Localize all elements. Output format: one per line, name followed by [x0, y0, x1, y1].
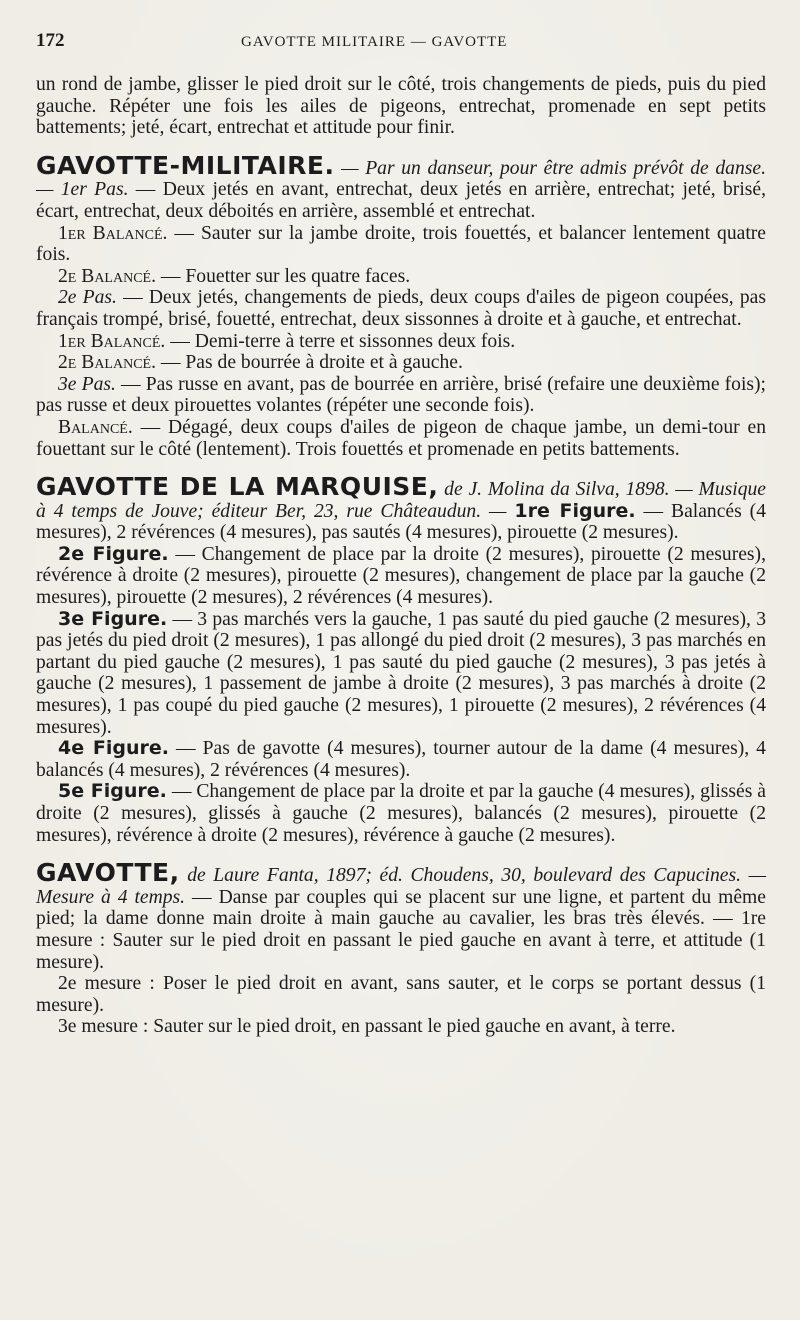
continuation-paragraph: un rond de jambe, glisser le pied droit sur le côté, trois changements de pieds, puis du pied gauche. Répéter une fois les ailes de pigeons, entrechat, promenade en sept petits battements; jeté, écart, entrechat et attitude pour finir. [36, 74, 766, 139]
figure-4 [36, 738, 766, 781]
balance-1-text: — Sauter sur la jambe droite, trois fouettés, et balancer lentement quatre fois. [36, 222, 766, 266]
figure-5-label: 5e Figure. [58, 780, 167, 803]
figure-5-text: — Changement de place par la droite et par la gauche (4 mesures), glissés à droite (2 mesures), glissés à gauche (2 mesures), balancés (2 mesures), pirouette (2 mesures), révérence à droite (2 mesures), révérence à gauche (2 mesures). [36, 781, 766, 846]
figure-1-label: 1re Figure. [514, 499, 636, 522]
figure-1-text: — Balancés (4 mesures), 2 révérences (4 mesures), pas sautés (4 mesures), pirouette (2 mesures). [36, 500, 766, 544]
balance-1 [36, 223, 766, 266]
gavotte-fanta-intro [36, 858, 767, 973]
balance-1-label: 1er Balancé. [58, 222, 168, 244]
balance-3 [36, 331, 766, 353]
pas-3-text: — Pas russe en avant, pas de bourrée en arrière, brisé (refaire une deuxième fois); pas russe et deux pirouettes volantes (répéter une seconde fois). [36, 373, 767, 417]
figure-4-label: 4e Figure. [58, 737, 169, 760]
figure-3 [36, 609, 766, 739]
mesure-2: 2e mesure : Poser le pied droit en avant, sans sauter, et le corps se portant dessus (1 mesure). [36, 973, 766, 1016]
figure-4-text: — Pas de gavotte (4 mesures), tourner autour de la dame (4 mesures), 4 balancés (4 mesures), 2 révérences (4 mesures). [36, 738, 766, 781]
running-title: GAVOTTE MILITAIRE — GAVOTTE [241, 34, 508, 50]
balance-5 [36, 417, 766, 460]
pas-2-label: 2e Pas. [58, 287, 117, 309]
section-title-gavotte-militaire: GAVOTTE-MILITAIRE. [36, 150, 335, 180]
balance-5-label: Balancé. [58, 416, 133, 438]
figure-3-text: — 3 pas marchés vers la gauche, 1 pas sauté du pied gauche (2 mesures), 3 pas jetés du pied droit (2 mesures), 1 pas allongé du pied droit (2 mesures), 3 pas marchés en partant du pied gauche (2 mesures), 1 pas sauté du pied gauche (2 mesures), 3 pas jetés à gauche (2 mesures), 1 passement de jambe à droite (2 mesures), 3 pas marchés à droite (2 mesures), 1 pas coupé du pied gauche (2 mesures), 1 pirouette (2 mesures), 2 révérences (4 mesures). [36, 608, 766, 738]
pas-3 [36, 374, 766, 417]
balance-2-label: 2e Balancé. [58, 265, 156, 287]
gavotte-fanta-description: — Danse par couples qui se placent sur une ligne, et partent du même pied; la dame donne main droite à main gauche au cavalier, les bras très élevés. — 1re mesure : Sauter sur le pied droit en passant le pied gauche en avant à terre, et attitude (1 mesure). [36, 886, 766, 973]
balance-3-text: — Demi-terre à terre et sissonnes deux fois. [170, 330, 516, 352]
gavotte-marquise-subtitle: de J. Molina da Silva, 1898. — Musique à 4 temps de Jouve; éditeur Ber, 23, rue Châteaudun. — [36, 479, 766, 522]
gavotte-fanta-subtitle: de Laure Fanta, 1897; éd. Choudens, 30, boulevard des Capucines. — Mesure à 4 temps. [36, 865, 767, 908]
balance-4-label: 2e Balancé. [58, 352, 156, 374]
figure-3-label: 3e Figure. [58, 607, 168, 630]
pas-2 [36, 287, 766, 330]
pas-2-text: — Deux jetés, changements de pieds, deux coups d'ailes de pigeon coupées, pas français trompé, brisé, fouetté, entrechat, deux sissonnes à droite et à gauche, et entrechat. [36, 287, 766, 330]
gavotte-militaire-intro [36, 150, 766, 223]
gavotte-militaire-subtitle: — Par un danseur, pour être admis prévôt de danse. — 1er Pas. [36, 157, 766, 201]
pas-3-label: 3e Pas. [58, 373, 116, 395]
section-title-gavotte-marquise: GAVOTTE DE LA MARQUISE, [36, 472, 439, 502]
mesure-3: 3e mesure : Sauter sur le pied droit, en passant le pied gauche en avant, à terre. [58, 1016, 676, 1038]
page-number: 172 [36, 30, 65, 51]
figure-2 [36, 544, 766, 609]
figure-2-text: — Changement de place par la droite (2 mesures), pirouette (2 mesures), révérence à droite (2 mesures), pirouette (2 mesures), changement de place par la gauche (2 mesures), pirouette (2 mesures), 2 révérences (4 mesures). [36, 543, 766, 609]
balance-5-text: — Dégagé, deux coups d'ailes de pigeon de chaque jambe, un demi-tour en fouettant sur le côté (lentement). Trois fouettés et promenade en petits battements. [36, 416, 766, 460]
balance-4 [36, 352, 766, 374]
balance-2 [36, 266, 766, 288]
gavotte-militaire-description: — Deux jetés en avant, entrechat, deux jetés en arrière, entrechat; jeté, brisé, écart, entrechat, deux déboités en arrière, assemblé et entrechat. [36, 179, 766, 222]
balance-4-text: — Pas de bourrée à droite et à gauche. [160, 352, 463, 374]
balance-2-text: — Fouetter sur les quatre faces. [160, 265, 411, 287]
page-header [36, 30, 766, 64]
figure-2-label: 2e Figure. [58, 542, 169, 565]
gavotte-marquise-intro [36, 472, 766, 544]
figure-5 [36, 781, 766, 846]
section-title-gavotte: GAVOTTE, [36, 858, 180, 888]
balance-3-label: 1er Balancé. [58, 330, 166, 352]
